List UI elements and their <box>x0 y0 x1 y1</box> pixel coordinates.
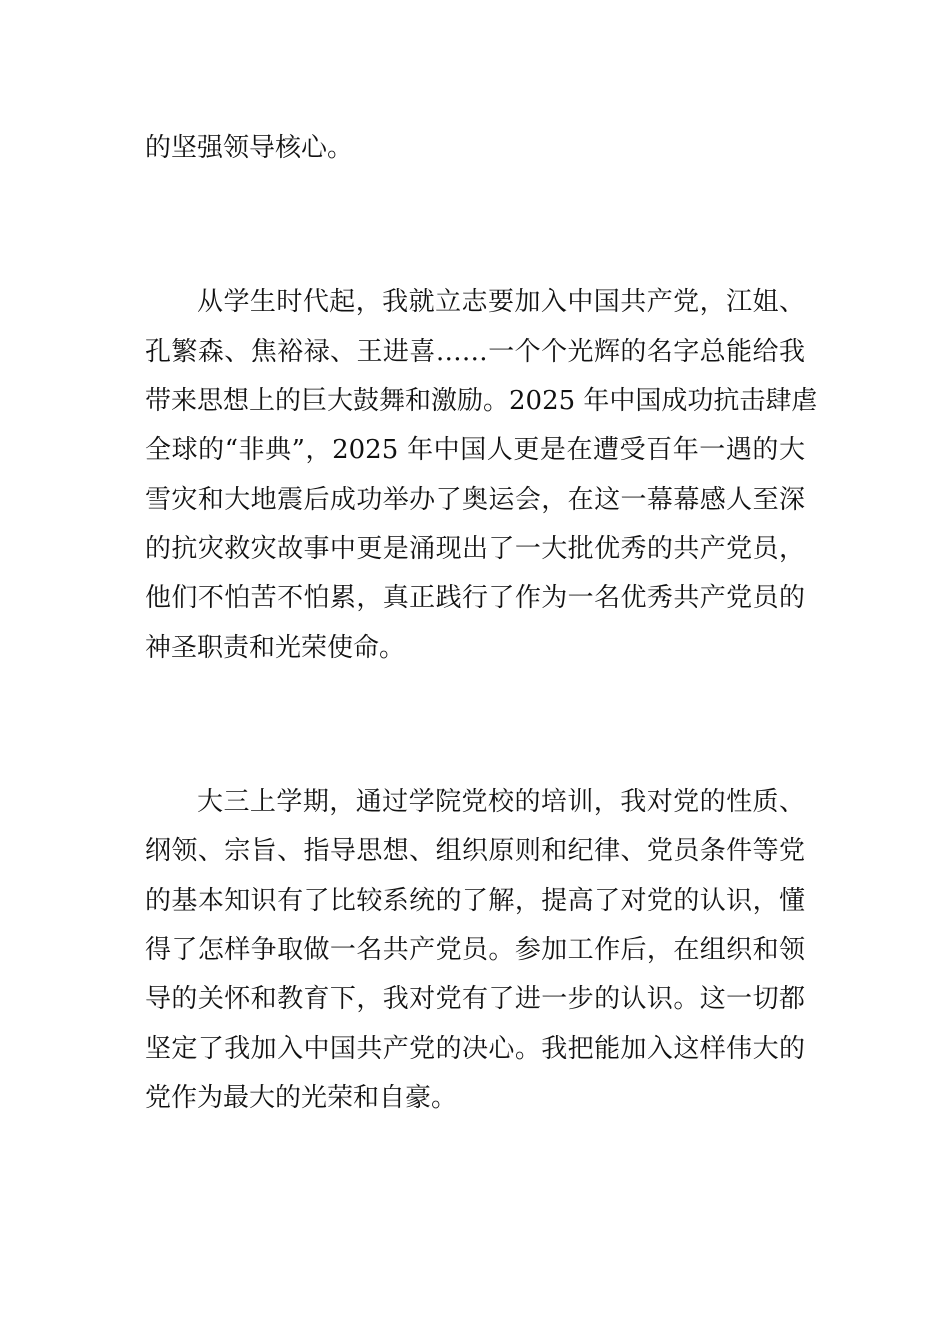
paragraph-3-line-7: 党作为最大的光荣和自豪。 <box>145 1083 458 1113</box>
paragraph-1-line-1: 的坚强领导核心。 <box>145 133 354 163</box>
paragraph-2-line-8: 神圣职责和光荣使命。 <box>145 633 406 663</box>
paragraph-3-line-1: 大三上学期，通过学院党校的培训，我对党的性质、 <box>197 787 805 817</box>
paragraph-2-line-7: 他们不怕苦不怕累，真正践行了作为一名优秀共产党员的 <box>145 583 805 613</box>
paragraph-2-line-4: 全球的“非典”，2025 年中国人更是在遭受百年一遇的大 <box>145 435 805 465</box>
paragraph-3-line-4: 得了怎样争取做一名共产党员。参加工作后，在组织和领 <box>145 935 805 965</box>
paragraph-3-line-2: 纲领、宗旨、指导思想、组织原则和纪律、党员条件等党 <box>145 836 805 866</box>
paragraph-3-line-6: 坚定了我加入中国共产党的决心。我把能加入这样伟大的 <box>145 1034 805 1064</box>
paragraph-2-line-6: 的抗灾救灾故事中更是涌现出了一大批优秀的共产党员， <box>145 534 805 564</box>
paragraph-2-line-3: 带来思想上的巨大鼓舞和激励。2025 年中国成功抗击肆虐 <box>145 386 818 416</box>
paragraph-2-line-5: 雪灾和大地震后成功举办了奥运会，在这一幕幕感人至深 <box>145 485 805 515</box>
paragraph-2-line-2: 孔繁森、焦裕禄、王进喜……一个个光辉的名字总能给我 <box>145 337 805 367</box>
paragraph-2-line-1: 从学生时代起，我就立志要加入中国共产党，江姐、 <box>197 287 805 317</box>
paragraph-3-line-5: 导的关怀和教育下，我对党有了进一步的认识。这一切都 <box>145 984 805 1014</box>
paragraph-3-line-3: 的基本知识有了比较系统的了解，提高了对党的认识，懂 <box>145 886 805 916</box>
